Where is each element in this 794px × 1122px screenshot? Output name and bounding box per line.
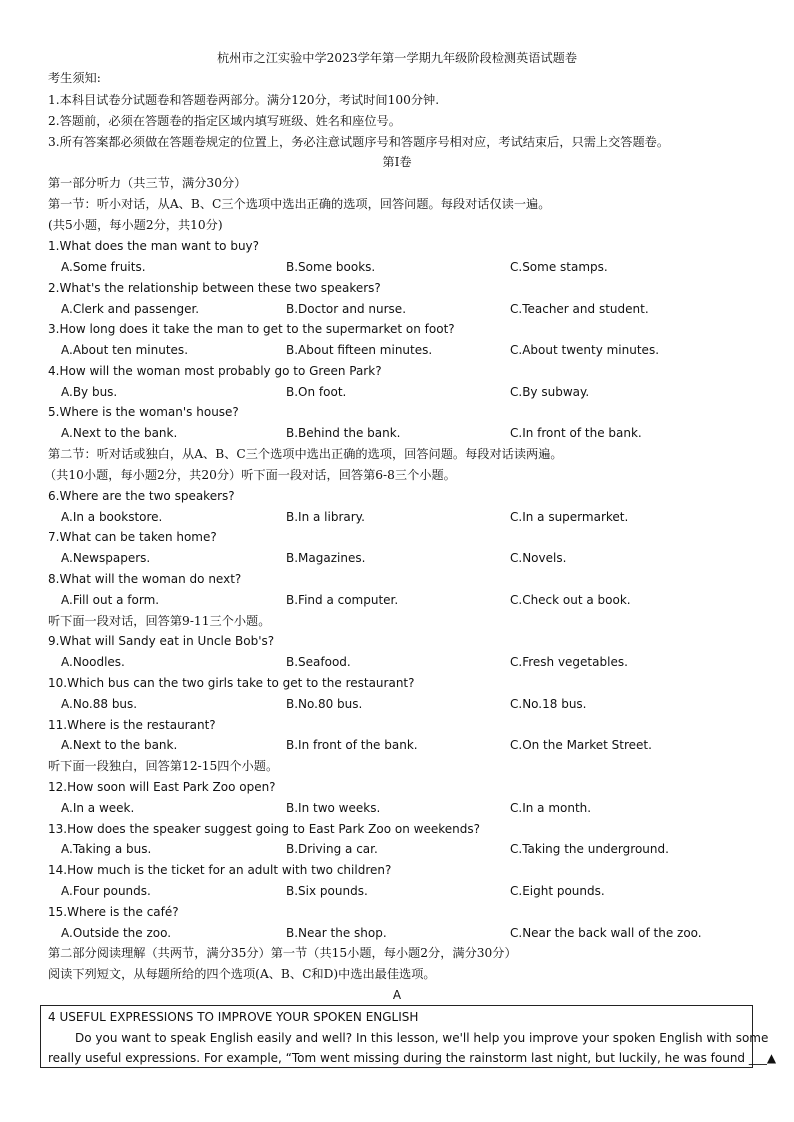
notice-item-1: 1.本科目试卷分试题卷和答题卷两部分。满分120分，考试时间100分钟. <box>48 93 440 107</box>
question-13: 13.How does the speaker suggest going to East Park Zoo on weekends? <box>48 822 480 836</box>
q13-option-c: C.Taking the underground. <box>510 842 669 856</box>
q4-option-a: A.By bus. <box>61 385 118 399</box>
q7-option-c: C.Novels. <box>510 551 567 565</box>
group-12-15-instruction: 听下面一段独白，回答第12-15四个小题。 <box>48 759 279 773</box>
q8-option-c: C.Check out a book. <box>510 593 631 607</box>
passage-line-1: Do you want to speak English easily and well? In this lesson, we'll help you improve your spoken English with some <box>75 1031 769 1045</box>
q5-option-b: B.Behind the bank. <box>286 426 401 440</box>
q4-option-b: B.On foot. <box>286 385 347 399</box>
part2-instruction: 阅读下列短文，从每题所给的四个选项(A、B、C和D)中选出最佳选项。 <box>48 967 436 981</box>
q6-option-b: B.In a library. <box>286 510 365 524</box>
q10-option-a: A.No.88 bus. <box>61 697 138 711</box>
passage-title: 4 USEFUL EXPRESSIONS TO IMPROVE YOUR SPOKEN ENGLISH <box>48 1010 419 1024</box>
q1-option-b: B.Some books. <box>286 260 376 274</box>
question-8: 8.What will the woman do next? <box>48 572 242 586</box>
q15-option-c: C.Near the back wall of the zoo. <box>510 926 702 940</box>
q7-option-b: B.Magazines. <box>286 551 366 565</box>
q15-option-b: B.Near the shop. <box>286 926 387 940</box>
question-2: 2.What's the relationship between these two speakers? <box>48 281 381 295</box>
q1-option-c: C.Some stamps. <box>510 260 608 274</box>
question-7: 7.What can be taken home? <box>48 530 217 544</box>
q14-option-a: A.Four pounds. <box>61 884 151 898</box>
q3-option-c: C.About twenty minutes. <box>510 343 660 357</box>
section1-instruction: 第一节：听小对话，从A、B、C三个选项中选出正确的选项，回答问题。每段对话仅读一遍。 <box>48 197 551 211</box>
question-9: 9.What will Sandy eat in Uncle Bob's? <box>48 634 275 648</box>
question-1: 1.What does the man want to buy? <box>48 239 260 253</box>
q2-option-a: A.Clerk and passenger. <box>61 302 200 316</box>
q11-option-a: A.Next to the bank. <box>61 738 178 752</box>
part2-heading: 第二部分阅读理解（共两节，满分35分）第一节（共15小题，每小题2分，满分30分） <box>48 946 517 960</box>
question-6: 6.Where are the two speakers? <box>48 489 235 503</box>
passage-line-2-text: really useful expressions. For example, “Tom went missing during the rainstorm last night, but luckily, he was found <box>48 1051 746 1065</box>
passage-line-2 <box>48 1050 776 1066</box>
q14-option-b: B.Six pounds. <box>286 884 368 898</box>
q3-option-a: A.About ten minutes. <box>61 343 189 357</box>
q8-option-b: B.Find a computer. <box>286 593 399 607</box>
question-12: 12.How soon will East Park Zoo open? <box>48 780 276 794</box>
q6-option-c: C.In a supermarket. <box>510 510 629 524</box>
question-14: 14.How much is the ticket for an adult with two children? <box>48 863 392 877</box>
q5-option-a: A.Next to the bank. <box>61 426 178 440</box>
q15-option-a: A.Outside the zoo. <box>61 926 172 940</box>
q13-option-b: B.Driving a car. <box>286 842 378 856</box>
q14-option-c: C.Eight pounds. <box>510 884 605 898</box>
q11-option-c: C.On the Market Street. <box>510 738 652 752</box>
notice-item-3: 3.所有答案都必须做在答题卷规定的位置上，务必注意试题序号和答题序号相对应，考试结束后，只需上交答题卷。 <box>48 135 670 149</box>
section2-instruction: 第二节：听对话或独白，从A、B、C三个选项中选出正确的选项，回答问题。每段对话读两遍。 <box>48 447 563 461</box>
q2-option-c: C.Teacher and student. <box>510 302 649 316</box>
q1-option-a: A.Some fruits. <box>61 260 146 274</box>
part1-heading: 第一部分听力（共三节，满分30分） <box>48 176 247 190</box>
q3-option-b: B.About fifteen minutes. <box>286 343 433 357</box>
notice-heading: 考生须知: <box>48 71 101 85</box>
question-10: 10.Which bus can the two girls take to get to the restaurant? <box>48 676 415 690</box>
passage-label: A <box>392 988 402 1002</box>
q12-option-b: B.In two weeks. <box>286 801 381 815</box>
q13-option-a: A.Taking a bus. <box>61 842 152 856</box>
q5-option-c: C.In front of the bank. <box>510 426 642 440</box>
answer-blank: ___▲ <box>748 1051 777 1065</box>
passage-box <box>40 1005 777 1068</box>
section1-scoring: (共5小题，每小题2分，共10分) <box>48 218 223 232</box>
group-9-11-instruction: 听下面一段对话，回答第9-11三个小题。 <box>48 614 271 628</box>
question-11: 11.Where is the restaurant? <box>48 718 216 732</box>
q8-option-a: A.Fill out a form. <box>61 593 160 607</box>
q6-option-a: A.In a bookstore. <box>61 510 163 524</box>
volume-label: 第Ⅰ卷 <box>382 155 412 169</box>
q10-option-b: B.No.80 bus. <box>286 697 363 711</box>
question-3: 3.How long does it take the man to get to the supermarket on foot? <box>48 322 455 336</box>
q7-option-a: A.Newspapers. <box>61 551 151 565</box>
q10-option-c: C.No.18 bus. <box>510 697 587 711</box>
question-15: 15.Where is the café? <box>48 905 179 919</box>
q11-option-b: B.In front of the bank. <box>286 738 418 752</box>
q9-option-b: B.Seafood. <box>286 655 351 669</box>
section2-scoring: （共10小题，每小题2分，共20分）听下面一段对话，回答第6-8三个小题。 <box>44 468 456 482</box>
q4-option-c: C.By subway. <box>510 385 590 399</box>
q9-option-c: C.Fresh vegetables. <box>510 655 628 669</box>
exam-title: 杭州市之江实验中学2023学年第一学期九年级阶段检测英语试题卷 <box>216 51 578 65</box>
q12-option-a: A.In a week. <box>61 801 135 815</box>
q9-option-a: A.Noodles. <box>61 655 125 669</box>
question-4: 4.How will the woman most probably go to Green Park? <box>48 364 382 378</box>
question-5: 5.Where is the woman's house? <box>48 405 239 419</box>
notice-item-2: 2.答题前，必须在答题卷的指定区域内填写班级、姓名和座位号。 <box>48 114 401 128</box>
q12-option-c: C.In a month. <box>510 801 592 815</box>
q2-option-b: B.Doctor and nurse. <box>286 302 407 316</box>
